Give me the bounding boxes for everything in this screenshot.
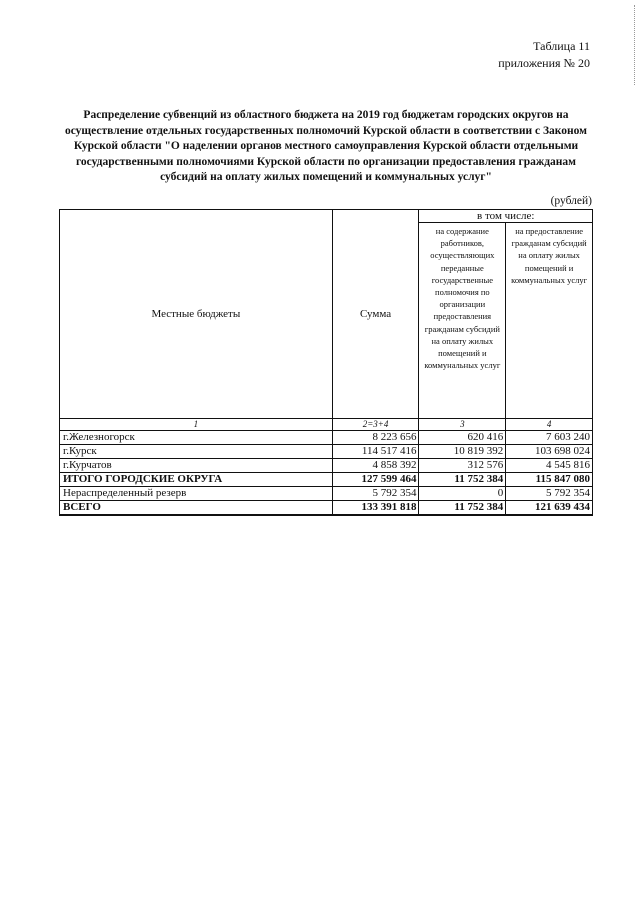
- table-row: [60, 487, 593, 501]
- row-name: ВСЕГО: [60, 501, 333, 516]
- row-staff-costs: 10 819 392: [419, 445, 506, 459]
- row-name: г.Курск: [60, 445, 333, 459]
- table-row-subtotal: [60, 473, 593, 487]
- header-subsidies: на предоставление гражданам субсидий на оплату жилых помещений и коммунальных услуг: [506, 223, 593, 419]
- row-sum: 5 792 354: [332, 487, 419, 501]
- row-staff-costs: 11 752 384: [419, 473, 506, 487]
- appendix-reference: приложения № 20: [498, 56, 590, 70]
- row-name: ИТОГО ГОРОДСКИЕ ОКРУГА: [60, 473, 333, 487]
- row-sum: 133 391 818: [332, 501, 419, 516]
- row-sum: 4 858 392: [332, 459, 419, 473]
- row-subsidies: 103 698 024: [506, 445, 593, 459]
- table-reference: Таблица 11: [533, 39, 590, 53]
- row-subsidies: 115 847 080: [506, 473, 593, 487]
- row-subsidies: 4 545 816: [506, 459, 593, 473]
- scan-edge-mark: [634, 5, 638, 85]
- row-name: г.Железногорск: [60, 431, 333, 445]
- header-staff-costs: на содержание работников, осуществляющих переданные государственные полномочия по организации предоставления гражданам субсидий на оплату жилых помещений и коммунальных услуг: [419, 223, 506, 419]
- row-sum: 8 223 656: [332, 431, 419, 445]
- row-subsidies: 7 603 240: [506, 431, 593, 445]
- table-row: [60, 431, 593, 445]
- column-number-3: 3: [419, 419, 506, 431]
- table-row: [60, 445, 593, 459]
- row-name: Нераспределенный резерв: [60, 487, 333, 501]
- row-staff-costs: 11 752 384: [419, 501, 506, 516]
- row-staff-costs: 0: [419, 487, 506, 501]
- header-including: в том числе:: [419, 210, 593, 223]
- row-staff-costs: 312 576: [419, 459, 506, 473]
- header-local-budgets: Местные бюджеты: [60, 210, 333, 419]
- subvention-table: [59, 209, 593, 516]
- column-number-1: 1: [60, 419, 333, 431]
- row-name: г.Курчатов: [60, 459, 333, 473]
- row-staff-costs: 620 416: [419, 431, 506, 445]
- row-subsidies: 5 792 354: [506, 487, 593, 501]
- row-sum: 127 599 464: [332, 473, 419, 487]
- header-sum: Сумма: [332, 210, 419, 419]
- table-row: [60, 459, 593, 473]
- unit-label: (рублей): [550, 195, 592, 207]
- column-number-4: 4: [506, 419, 593, 431]
- column-number-2: 2=3+4: [332, 419, 419, 431]
- row-subsidies: 121 639 434: [506, 501, 593, 516]
- table-row-total: [60, 501, 593, 516]
- document-title: Распределение субвенций из областного бюджета на 2019 год бюджетам городских округов на осуществление отдельных государственных полномочий Курской области в соответствии с Законом Курской области "О наделении органов местного самоуправления Курской области отдельными государственными полномочиями Курской области по организации предоставления гражданам субсидий на оплату жилых помещений и коммунальных услуг": [64, 109, 587, 183]
- row-sum: 114 517 416: [332, 445, 419, 459]
